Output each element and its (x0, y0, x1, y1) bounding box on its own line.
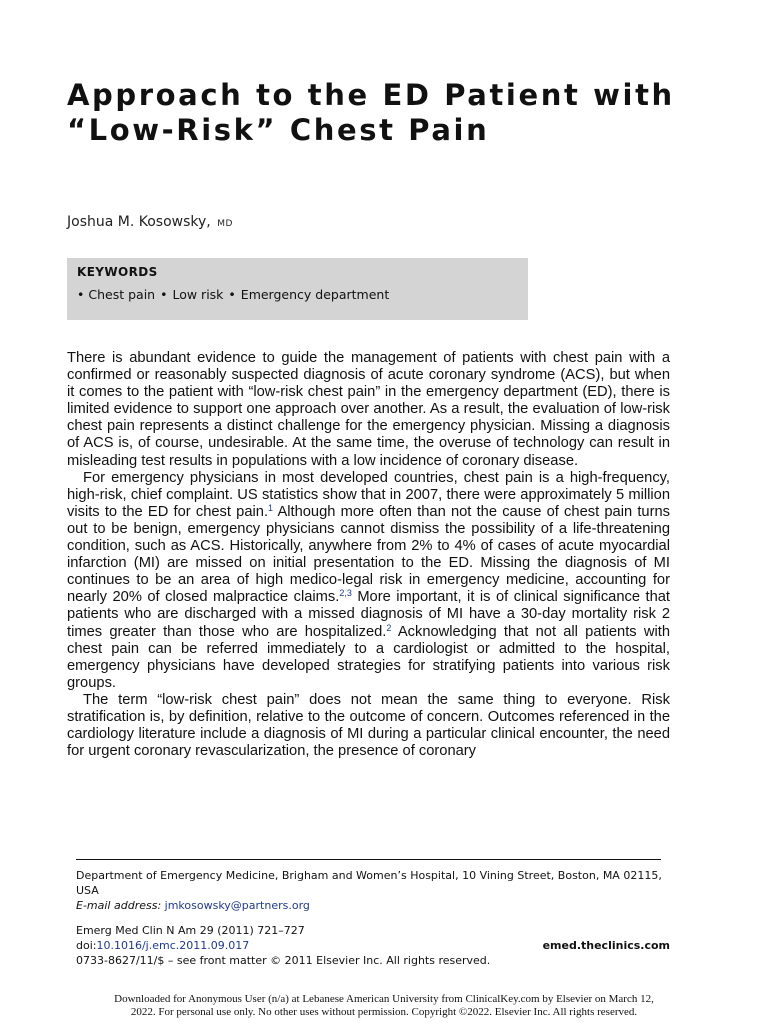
body-text-segment: Although more often than not the cause of chest pain turns out to be benign, emergency physicians cannot dismiss the possibility of a life-threatening condition, such as ACS. Historically, anywhere from 2% to 4% of cases of acute myocardial infarction (MI) are missed on initial presentation to the ED. Missing the diagnosis of MI continues to be an area of high medico-legal risk in emergency medicine, accounting for nearly 20% of closed malpractice claims. (67, 503, 670, 606)
body-paragraph-1: There is abundant evidence to guide the management of patients with chest pain with a confirmed or reasonably suspected diagnosis of acute coronary syndrome (ACS), but when it comes to the patient with “low-risk chest pain” in the emergency department (ED), there is limited evidence to support one approach over another. As a result, the evaluation of low-risk chest pain represents a distinct challenge for the emergency physician. Missing a diagnosis of ACS is, of course, undesirable. At the same time, the overuse of technology can result in misleading test results in populations with a low incidence of coronary disease. (67, 350, 670, 469)
body-paragraph-2 (67, 470, 670, 692)
body-text-segment: More important, it is of clinical significance that patients who are discharged with a missed diagnosis of MI have a 30-day mortality risk 2 times greater than those who are hospitalized. (67, 589, 670, 640)
doi-link[interactable]: 10.1016/j.emc.2011.09.017 (96, 939, 250, 952)
article-title: Approach to the ED Patient with “Low-Risk” Chest Pain (67, 78, 675, 147)
body-text-segment: Acknowledging that not all patients with chest pain can be referred immediately to a cardiologist or admitted to the hospital, emergency physicians have developed strategies for stratifying patients into various risk groups. (67, 623, 670, 691)
copyright-line: 0733-8627/11/$ – see front matter © 2011 Elsevier Inc. All rights reserved. (76, 954, 491, 967)
download-notice-line-1: Downloaded for Anonymous User (n/a) at Lebanese American University from ClinicalKey.com by Elsevier on March 12, (114, 993, 654, 1005)
bullet-icon: • (228, 287, 236, 302)
footnote-divider (76, 859, 661, 860)
body-text-segment: For emergency physicians in most developed countries, chest pain is a high-frequency, high-risk, chief complaint. US statistics show that in 2007, there were approximately 5 million visits to the ED for chest pain. (67, 469, 670, 520)
keywords-list (77, 287, 528, 303)
download-notice (40, 993, 728, 1019)
download-notice-line-2: 2022. For personal use only. No other uses without permission. Copyright ©2022. Elsevier Inc. All rights reserved. (130, 1006, 638, 1018)
body-paragraph-3: The term “low-risk chest pain” does not mean the same thing to everyone. Risk stratification is, by definition, relative to the outcome of concern. Outcomes referenced in the cardiology literature include a diagnosis of MI during a particular clinical encounter, the need for urgent coronary revascularization, the presence of coronary (67, 691, 670, 760)
doi-label: doi: (76, 939, 97, 952)
keyword-item: Emergency department (240, 287, 390, 302)
author-degree: MD (217, 219, 233, 229)
bullet-icon: • (77, 287, 85, 302)
journal-citation: Emerg Med Clin N Am 29 (2011) 721–727 (76, 924, 305, 937)
email-link[interactable]: jmkosowsky@partners.org (164, 899, 310, 912)
reference-link[interactable]: 2,3 (339, 588, 352, 599)
author-line (67, 214, 233, 230)
keywords-heading: KEYWORDS (77, 265, 158, 279)
author-affiliation: Department of Emergency Medicine, Brigham and Women’s Hospital, 10 Vining Street, Boston, MA 02115, USA (76, 869, 662, 897)
email-line (76, 898, 670, 913)
keyword-item: Chest pain (88, 287, 156, 302)
reference-link[interactable]: 2 (386, 622, 392, 633)
author-name: Joshua M. Kosowsky, (67, 214, 211, 230)
keywords-box (67, 258, 528, 320)
bullet-icon: • (160, 287, 168, 302)
email-label: E-mail address: (76, 899, 162, 912)
reference-link[interactable]: 1 (268, 502, 274, 513)
article-body (67, 350, 670, 760)
doi-line (76, 938, 670, 953)
keyword-item: Low risk (172, 287, 224, 302)
journal-website[interactable]: emed.theclinics.com (542, 939, 670, 952)
